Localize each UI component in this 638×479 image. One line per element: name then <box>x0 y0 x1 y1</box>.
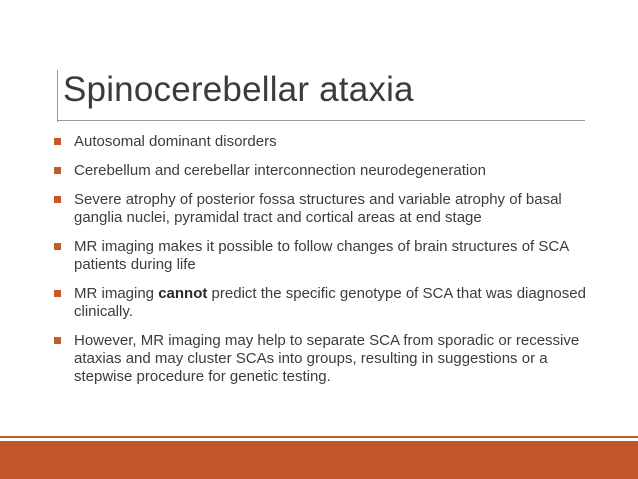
bullet-text-end: predict the specific genotype of SCA that was diagnosed clinically. <box>74 285 586 320</box>
bullet-text-start: MR imaging <box>74 285 159 302</box>
bullet-item <box>54 238 594 274</box>
footer-accent-line <box>0 436 638 438</box>
bullet-item <box>54 162 594 180</box>
bullet-item <box>54 285 594 321</box>
square-bullet-icon <box>54 138 61 145</box>
bullet-text: MR imaging makes it possible to follow changes of brain structures of SCA patients during life <box>74 238 569 273</box>
bullet-text <box>74 285 586 320</box>
title-underline <box>57 120 585 121</box>
emphasis-cannot: cannot <box>158 285 208 302</box>
bullet-text: However, MR imaging may help to separate SCA from sporadic or recessive ataxias and may cluster SCAs into groups, resulting in suggestions or a stepwise procedure for genetic testing. <box>74 332 580 385</box>
bullet-text: Cerebellum and cerebellar interconnection neurodegeneration <box>74 162 486 179</box>
bullet-item <box>54 133 594 151</box>
square-bullet-icon <box>54 196 61 203</box>
bullet-item <box>54 191 594 227</box>
bullet-text: Autosomal dominant disorders <box>74 133 277 150</box>
square-bullet-icon <box>54 290 61 297</box>
square-bullet-icon <box>54 243 61 250</box>
square-bullet-icon <box>54 167 61 174</box>
bullet-list <box>54 133 594 397</box>
bullet-item <box>54 332 594 386</box>
title-left-rule <box>57 70 58 122</box>
square-bullet-icon <box>54 337 61 344</box>
footer-accent-bar <box>0 441 638 479</box>
bullet-text: Severe atrophy of posterior fossa structures and variable atrophy of basal ganglia nuclei, pyramidal tract and cortical areas at end stage <box>74 191 562 226</box>
slide-title: Spinocerebellar ataxia <box>63 70 414 109</box>
